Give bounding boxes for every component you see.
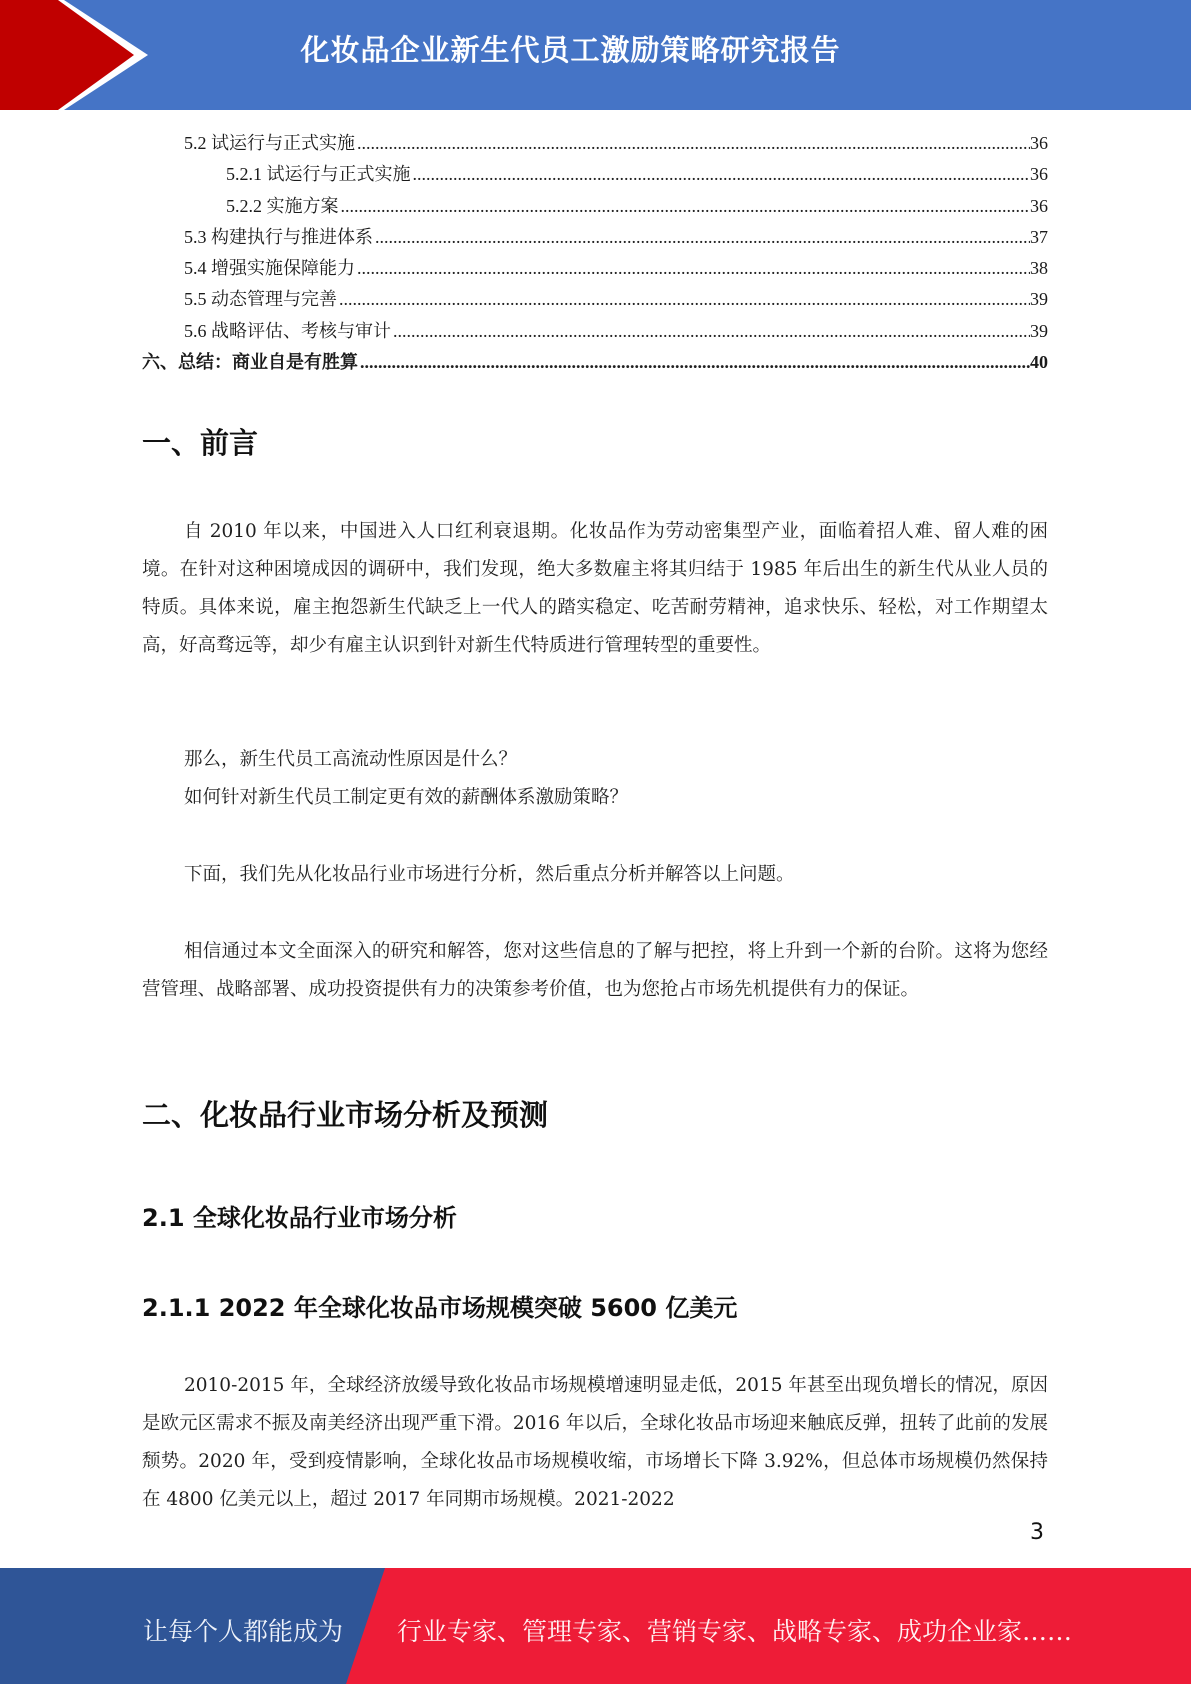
toc-entry-page: 36 [1030,164,1048,185]
section-heading-preface: 一、前言 [142,426,259,460]
header-arrow-icon [0,0,160,110]
subsubsection-heading-2022-size: 2.1.1 2022 年全球化妆品市场规模突破 5600 亿美元 [142,1294,738,1322]
toc-entry[interactable] [142,159,1048,190]
toc-entry-page: 36 [1030,195,1048,216]
toc-entry-label: 5.5 动态管理与完善 [184,289,337,310]
toc-entry-page: 39 [1030,320,1048,341]
toc-entry[interactable] [142,191,1048,222]
toc-entry-label: 5.3 构建执行与推进体系 [184,226,373,247]
toc-leader-dots [357,128,1030,159]
toc-entry-label: 5.2.1 试运行与正式实施 [226,164,411,185]
toc-leader-dots [393,316,1030,347]
toc-entry[interactable] [142,128,1048,159]
preface-question-1: 那么，新生代员工高流动性原因是什么？ [184,749,518,770]
toc-leader-dots [341,191,1031,222]
page-footer [0,1568,1191,1684]
toc-leader-dots [339,284,1030,315]
toc-entry[interactable] [142,316,1048,347]
toc-entry[interactable] [142,284,1048,315]
toc-entry-label: 5.2 试运行与正式实施 [184,133,355,153]
preface-paragraph-4: 相信通过本文全面深入的研究和解答，您对这些信息的了解与把控，将上升到一个新的台阶。这将为您经营管理、战略部署、成功投资提供有力的决策参考价值，也为您抢占市场先机提供有力的保证。 [142,941,1048,1000]
toc-leader-dots [413,159,1031,190]
toc-entry-label: 5.4 增强实施保障能力 [184,258,355,279]
page-header [0,0,1191,110]
toc-entry-label: 5.2.2 实施方案 [226,195,339,216]
toc-leader-dots [360,347,1030,378]
preface-question-2: 如何针对新生代员工制定更有效的薪酬体系激励策略？ [184,787,629,808]
toc-leader-dots [357,253,1030,284]
section-heading-market: 二、化妆品行业市场分析及预测 [142,1098,549,1132]
toc-entry-label: 六、总结：商业自是有胜算 [142,352,358,373]
toc-leader-dots [375,222,1030,253]
toc-entry-label: 5.6 战略评估、考核与审计 [184,320,391,341]
preface-paragraph-1: 自 2010 年以来，中国进入人口红利衰退期。化妆品作为劳动密集型产业，面临着招人难、留人难的困境。在针对这种困境成因的调研中，我们发现，绝大多数雇主将其归结于 1985 年后出生的新生代从业人员的特质。具体来说，雇主抱怨新生代缺乏上一代人的踏实稳定、吃苦耐劳精神，追求快乐、轻松，对工作期望太高，好高骛远等，却少有雇主认识到针对新生代特质进行管理转型的重要性。 [142,521,1048,656]
toc-entry[interactable] [142,253,1048,284]
preface-paragraph-3: 下面，我们先从化妆品行业市场进行分析，然后重点分析并解答以上问题。 [184,864,795,885]
toc-entry-page: 36 [1030,133,1048,153]
table-of-contents [142,128,1048,378]
subsection-heading-global-market: 2.1 全球化妆品行业市场分析 [142,1204,457,1232]
toc-entry-page: 37 [1030,226,1048,247]
toc-entry-page: 40 [1030,352,1048,373]
page-number: 3 [1030,1520,1044,1545]
market-paragraph: 2010-2015 年，全球经济放缓导致化妆品市场规模增速明显走低，2015 年甚至出现负增长的情况，原因是欧元区需求不振及南美经济出现严重下滑。2016 年以后，全球化妆品市场迎来触底反弹，扭转了此前的发展颓势。2020 年，受到疫情影响，全球化妆品市场规模收缩，市场增长下降 3.92%，但总体市场规模仍然保持在 4800 亿美元以上，超过 2017 年同期市场规模。2021-2022 [142,1375,1048,1510]
toc-entry-page: 38 [1030,258,1048,279]
toc-entry-page: 39 [1030,289,1048,310]
report-title: 化妆品企业新生代员工激励策略研究报告 [300,33,841,67]
toc-entry[interactable] [142,222,1048,253]
toc-entry[interactable] [142,347,1048,378]
footer-slogan-right: 行业专家、管理专家、营销专家、战略专家、成功企业家…… [397,1617,1073,1646]
footer-slogan-left: 让每个人都能成为 [143,1617,344,1646]
